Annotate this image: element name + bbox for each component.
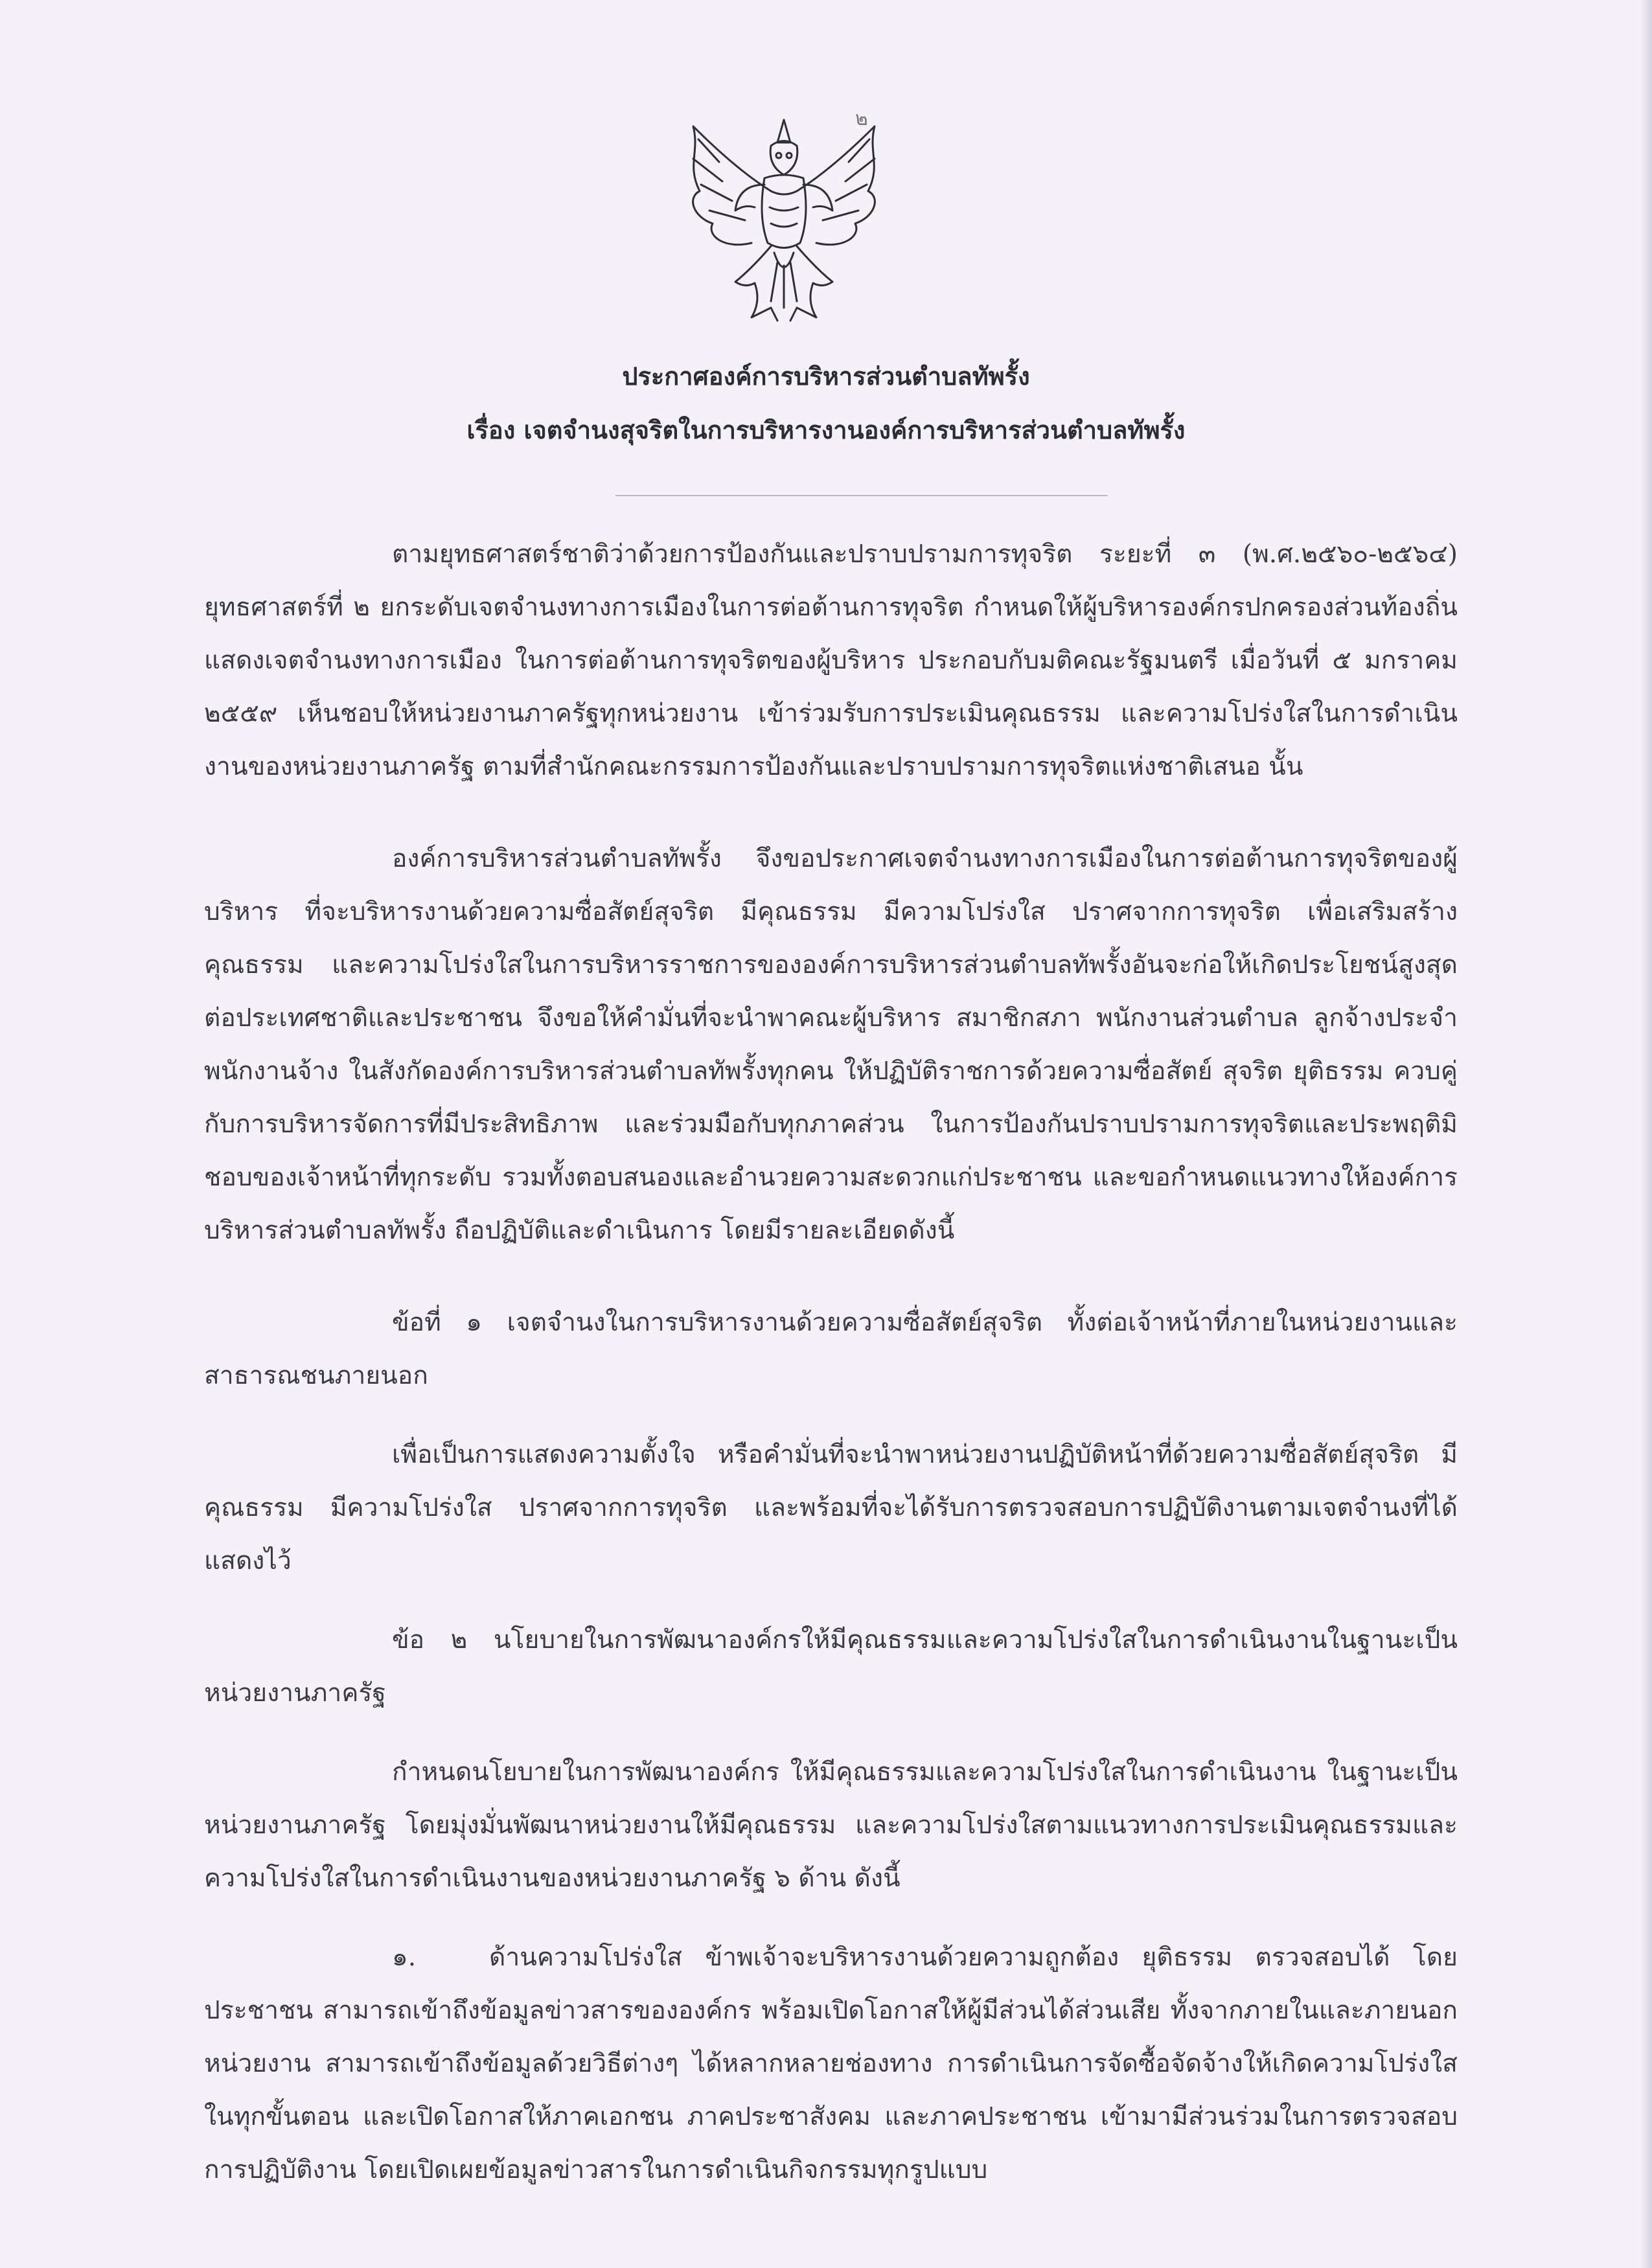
paragraph-preamble: ตามยุทธศาสตร์ชาติว่าด้วยการป้องกันและปราบปรามการทุจริต ระยะที่ ๓ (พ.ศ.๒๕๖๐-๒๕๖๔) ยุทธศาสตร์ที่ ๒ ยกระดับเจตจำนงทางการเมืองในการต่อต้านการทุจริต กำหนดให้ผู้บริหารองค์กรปกครองส่วนท้องถิ่น แสดงเจตจำนงทางการเมือง ในการต่อต้านการทุจริตของผู้บริหาร ประกอบกับมติคณะรัฐมนตรี เมื่อวันที่ ๕ มกราคม ๒๕๕๙ เห็นชอบให้หน่วยงานภาครัฐทุกหน่วยงาน เข้าร่วมรับการประเมินคุณธรรม และความโปร่งใสในการดำเนินงานของหน่วยงานภาครัฐ ตามที่สำนักคณะกรรมการป้องกันและปราบปรามการทุจริตแห่งชาติเสนอ นั้น (204, 540, 1458, 781)
page-edge-shadow (1640, 0, 1652, 2268)
page-number: ๒ (855, 108, 869, 130)
item-1-number: ๑. (392, 1943, 417, 1972)
garuda-emblem-icon (674, 113, 894, 330)
announcement-subject: เรื่อง เจตจำนงสุจริตในการบริหารงานองค์การบริหารส่วนตำบลทัพรั้ง (466, 415, 1186, 444)
clause-1-body: เพื่อเป็นการแสดงความตั้งใจ หรือคำมั่นที่จะนำพาหน่วยงานปฏิบัติหน้าที่ด้วยความซื่อสัตย์สุจริต มีคุณธรรม มีความโปร่งใส ปราศจากการทุจริต และพร้อมที่จะได้รับการตรวจสอบการปฏิบัติงานตามเจตจำนงที่ได้แสดงไว้ (204, 1440, 1458, 1575)
clause-2-heading: ข้อ ๒ นโยบายในการพัฒนาองค์กรให้มีคุณธรรมและความโปร่งใสในการดำเนินงานในฐานะเป็นหน่วยงานภาครัฐ (204, 1625, 1458, 1708)
item-1-transparency (204, 1931, 1458, 2197)
title-divider (615, 495, 1108, 496)
announcement-title: ประกาศองค์การบริหารส่วนตำบลทัพรั้ง (622, 361, 1030, 391)
item-1-text: ด้านความโปร่งใส ข้าพเจ้าจะบริหารงานด้วยความถูกต้อง ยุติธรรม ตรวจสอบได้ โดยประชาชน สามารถเข้าถึงข้อมูลข่าวสารขององค์กร พร้อมเปิดโอกาสให้ผู้มีส่วนได้ส่วนเสีย ทั้งจากภายในและภายนอกหน่วยงาน สามารถเข้าถึงข้อมูลด้วยวิธีต่างๆ ได้หลากหลายช่องทาง การดำเนินการจัดซื้อจัดจ้างให้เกิดความโปร่งใสในทุกขั้นตอน และเปิดโอกาสให้ภาคเอกชน ภาคประชาสังคม และภาคประชาชน เข้ามามีส่วนร่วมในการตรวจสอบการปฏิบัติงาน โดยเปิดเผยข้อมูลข่าวสารในการดำเนินกิจกรรมทุกรูปแบบ (204, 1943, 1458, 2184)
paragraph-declaration: องค์การบริหารส่วนตำบลทัพรั้ง จึงขอประกาศเจตจำนงทางการเมืองในการต่อต้านการทุจริตของผู้บริหาร ที่จะบริหารงานด้วยความซื่อสัตย์สุจริต มีคุณธรรม มีความโปร่งใส ปราศจากการทุจริต เพื่อเสริมสร้างคุณธรรม และความโปร่งใสในการบริหารราชการขององค์การบริหารส่วนตำบลทัพรั้งอันจะก่อให้เกิดประโยชน์สูงสุดต่อประเทศชาติและประชาชน จึงขอให้คำมั่นที่จะนำพาคณะผู้บริหาร สมาชิกสภา พนักงานส่วนตำบล ลูกจ้างประจำ พนักงานจ้าง ในสังกัดองค์การบริหารส่วนตำบลทัพรั้งทุกคน ให้ปฏิบัติราชการด้วยความซื่อสัตย์ สุจริต ยุติธรรม ควบคู่กับการบริหารจัดการที่มีประสิทธิภาพ และร่วมมือกับทุกภาคส่วน ในการป้องกันปราบปรามการทุจริตและประพฤติมิชอบของเจ้าหน้าที่ทุกระดับ รวมทั้งตอบสนองและอำนวยความสะดวกแก่ประชาชน และขอกำหนดแนวทางให้องค์การบริหารส่วนตำบลทัพรั้ง ถือปฏิบัติและดำเนินการ โดยมีรายละเอียดดังนี้ (204, 844, 1458, 1245)
clause-1-heading: ข้อที่ ๑ เจตจำนงในการบริหารงานด้วยความซื่อสัตย์สุจริต ทั้งต่อเจ้าหน้าที่ภายในหน่วยงานและสาธารณชนภายนอก (204, 1308, 1458, 1390)
clause-2-body: กำหนดนโยบายในการพัฒนาองค์กร ให้มีคุณธรรมและความโปร่งใสในการดำเนินงาน ในฐานะเป็นหน่วยงานภาครัฐ โดยมุ่งมั่นพัฒนาหน่วยงานให้มีคุณธรรม และความโปร่งใสตามแนวทางการประเมินคุณธรรมและความโปร่งใสในการดำเนินงานของหน่วยงานภาครัฐ ๖ ด้าน ดังนี้ (204, 1758, 1458, 1893)
announcement-body (204, 528, 1458, 2197)
